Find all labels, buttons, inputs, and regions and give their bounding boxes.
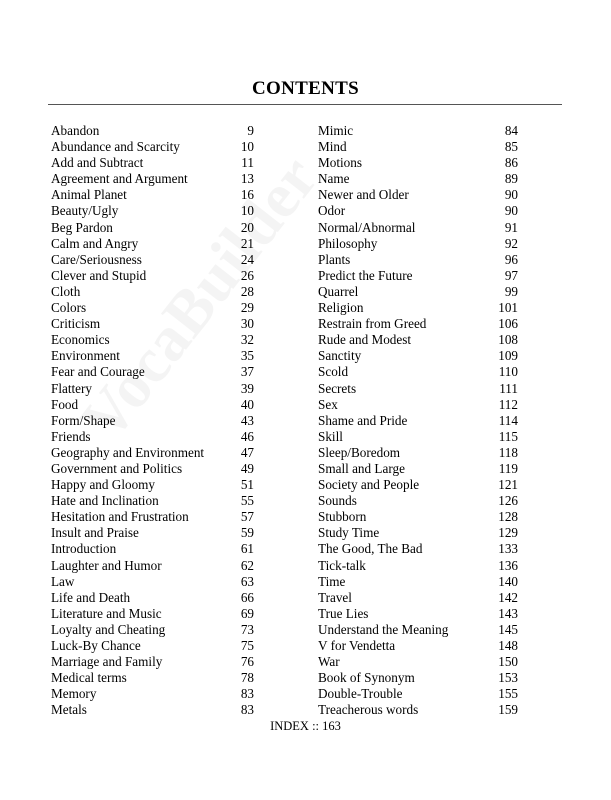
toc-entry-title: Colors bbox=[51, 300, 87, 316]
toc-entry bbox=[51, 606, 254, 622]
toc-entry-title: Treacherous words bbox=[318, 702, 419, 718]
toc-entry bbox=[51, 622, 254, 638]
toc-entry bbox=[51, 509, 254, 525]
toc-entry-page: 101 bbox=[498, 300, 518, 316]
toc-entry bbox=[51, 123, 254, 139]
toc-entry-title: Medical terms bbox=[51, 670, 127, 686]
toc-entry-title: Motions bbox=[318, 155, 362, 171]
contents-column-left bbox=[51, 123, 254, 718]
toc-entry bbox=[51, 316, 254, 332]
toc-entry-title: Friends bbox=[51, 428, 91, 444]
toc-entry bbox=[51, 574, 254, 590]
toc-entry-page: 92 bbox=[504, 235, 518, 251]
toc-entry-page: 35 bbox=[240, 348, 254, 364]
toc-entry bbox=[318, 590, 518, 606]
toc-entry-title: Society and People bbox=[318, 477, 420, 493]
toc-entry bbox=[51, 525, 254, 541]
toc-entry bbox=[51, 477, 254, 493]
toc-entry bbox=[318, 123, 518, 139]
toc-entry-title: Care/Seriousness bbox=[51, 251, 142, 267]
toc-entry-page: 69 bbox=[240, 605, 254, 621]
toc-entry bbox=[51, 139, 254, 155]
toc-entry-title: Mimic bbox=[318, 123, 354, 138]
toc-entry bbox=[318, 236, 518, 252]
toc-entry bbox=[318, 171, 518, 187]
toc-entry-page: 121 bbox=[498, 477, 518, 493]
toc-entry bbox=[318, 284, 518, 300]
toc-entry-page: 66 bbox=[240, 589, 254, 605]
toc-entry-page: 28 bbox=[240, 283, 254, 299]
toc-entry-page: 20 bbox=[240, 219, 254, 235]
toc-entry-page: 57 bbox=[240, 509, 254, 525]
toc-entry-title: Scold bbox=[318, 364, 349, 380]
toc-entry-page: 90 bbox=[504, 203, 518, 219]
toc-entry-page: 39 bbox=[240, 380, 254, 396]
toc-entry bbox=[51, 268, 254, 284]
toc-entry bbox=[318, 445, 518, 461]
toc-entry-page: 114 bbox=[498, 412, 518, 428]
toc-entry-title: Beg Pardon bbox=[51, 219, 113, 235]
toc-entry-title: Shame and Pride bbox=[318, 412, 408, 428]
toc-entry-title: Double-Trouble bbox=[318, 686, 403, 702]
toc-entry-page: 63 bbox=[240, 573, 254, 589]
toc-entry-title: Introduction bbox=[51, 541, 117, 557]
toc-entry-page: 136 bbox=[498, 557, 518, 573]
toc-entry bbox=[318, 348, 518, 364]
toc-entry-page: 97 bbox=[504, 267, 518, 283]
toc-entry bbox=[318, 364, 518, 380]
toc-entry bbox=[318, 493, 518, 509]
toc-entry bbox=[318, 203, 518, 219]
toc-entry-title: Stubborn bbox=[318, 509, 367, 525]
toc-entry-title: Mind bbox=[318, 139, 347, 155]
toc-entry bbox=[51, 590, 254, 606]
toc-entry bbox=[318, 541, 518, 557]
toc-entry-title: Clever and Stupid bbox=[51, 267, 147, 283]
toc-entry bbox=[51, 381, 254, 397]
toc-entry-title: Time bbox=[318, 573, 346, 589]
toc-entry-page: 142 bbox=[498, 589, 518, 605]
toc-entry-title: Life and Death bbox=[51, 589, 131, 605]
toc-entry-title: Geography and Environment bbox=[51, 444, 205, 460]
toc-entry-page: 111 bbox=[499, 380, 518, 396]
toc-entry-page: 78 bbox=[240, 670, 254, 686]
toc-entry-page: 91 bbox=[504, 219, 518, 235]
toc-entry bbox=[51, 220, 254, 236]
toc-entry-page: 119 bbox=[498, 460, 518, 476]
toc-entry-page: 55 bbox=[240, 493, 254, 509]
toc-entry-title: Beauty/Ugly bbox=[51, 203, 119, 219]
toc-entry-page: 109 bbox=[498, 348, 518, 364]
toc-entry-title: Restrain from Greed bbox=[318, 316, 427, 332]
toc-entry bbox=[318, 316, 518, 332]
toc-entry bbox=[51, 445, 254, 461]
toc-entry-title: Cloth bbox=[51, 283, 81, 299]
toc-entry-title: Form/Shape bbox=[51, 412, 116, 428]
toc-entry bbox=[51, 702, 254, 718]
toc-entry-page: 11 bbox=[241, 155, 254, 171]
toc-entry bbox=[318, 381, 518, 397]
toc-entry-page: 61 bbox=[240, 541, 254, 557]
toc-entry-page: 118 bbox=[498, 444, 518, 460]
toc-entry-page: 40 bbox=[240, 396, 254, 412]
toc-entry-page: 83 bbox=[240, 686, 254, 702]
toc-entry-page: 155 bbox=[498, 686, 518, 702]
toc-entry-title: Plants bbox=[318, 251, 351, 267]
toc-entry-page: 32 bbox=[240, 332, 254, 348]
toc-entry bbox=[51, 413, 254, 429]
toc-entry-page: 83 bbox=[240, 702, 254, 718]
toc-entry-title: Tick-talk bbox=[318, 557, 366, 573]
toc-entry-page: 84 bbox=[504, 123, 518, 138]
toc-entry-page: 10 bbox=[240, 139, 254, 155]
toc-entry-page: 153 bbox=[498, 670, 518, 686]
toc-entry bbox=[318, 622, 518, 638]
toc-entry-page: 140 bbox=[498, 573, 518, 589]
toc-entry-page: 108 bbox=[498, 332, 518, 348]
toc-entry-page: 43 bbox=[240, 412, 254, 428]
toc-entry-title: Government and Politics bbox=[51, 460, 183, 476]
toc-entry-page: 10 bbox=[240, 203, 254, 219]
toc-entry-title: Food bbox=[51, 396, 79, 412]
toc-entry bbox=[51, 284, 254, 300]
toc-entry bbox=[51, 670, 254, 686]
toc-entry-title: Add and Subtract bbox=[51, 155, 144, 171]
toc-entry bbox=[51, 558, 254, 574]
toc-entry-page: 145 bbox=[498, 621, 518, 637]
toc-entry bbox=[318, 461, 518, 477]
toc-entry-title: Odor bbox=[318, 203, 346, 219]
contents-column-right bbox=[318, 123, 518, 718]
toc-entry-page: 46 bbox=[240, 428, 254, 444]
toc-entry bbox=[318, 606, 518, 622]
toc-entry bbox=[318, 300, 518, 316]
toc-entry bbox=[51, 187, 254, 203]
toc-entry-page: 99 bbox=[504, 283, 518, 299]
toc-entry-page: 26 bbox=[240, 267, 254, 283]
toc-entry bbox=[318, 139, 518, 155]
toc-entry-page: 133 bbox=[498, 541, 518, 557]
toc-entry-title: Understand the Meaning bbox=[318, 621, 449, 637]
toc-entry-title: Sounds bbox=[318, 493, 357, 509]
toc-entry-page: 129 bbox=[498, 525, 518, 541]
toc-entry-page: 59 bbox=[240, 525, 254, 541]
toc-entry-page: 62 bbox=[240, 557, 254, 573]
toc-entry-title: Predict the Future bbox=[318, 267, 413, 283]
toc-entry-title: Sex bbox=[318, 396, 338, 412]
toc-entry-page: 89 bbox=[504, 171, 518, 187]
toc-entry bbox=[51, 364, 254, 380]
toc-entry bbox=[318, 509, 518, 525]
toc-entry-page: 96 bbox=[504, 251, 518, 267]
toc-entry-page: 37 bbox=[240, 364, 254, 380]
toc-entry-title: Laughter and Humor bbox=[51, 557, 162, 573]
toc-entry-page: 106 bbox=[498, 316, 518, 332]
toc-entry bbox=[51, 332, 254, 348]
toc-entry-page: 128 bbox=[498, 509, 518, 525]
toc-entry-page: 115 bbox=[498, 428, 518, 444]
toc-entry bbox=[51, 493, 254, 509]
toc-entry bbox=[51, 171, 254, 187]
toc-entry bbox=[51, 236, 254, 252]
toc-entry bbox=[51, 686, 254, 702]
toc-entry-page: 148 bbox=[498, 638, 518, 653]
toc-entry-title: Flattery bbox=[51, 380, 93, 396]
toc-entry bbox=[51, 300, 254, 316]
toc-entry-title: Travel bbox=[318, 589, 352, 605]
toc-entry-title: Metals bbox=[51, 702, 87, 718]
toc-entry bbox=[318, 187, 518, 203]
toc-entry-title: Normal/Abnormal bbox=[318, 219, 416, 235]
toc-entry-title: Hesitation and Frustration bbox=[51, 509, 189, 525]
toc-entry-title: Newer and Older bbox=[318, 187, 409, 203]
toc-entry-title: Happy and Gloomy bbox=[51, 477, 156, 493]
toc-entry-title: Name bbox=[318, 171, 350, 187]
toc-entry-title: Abandon bbox=[51, 123, 100, 138]
toc-entry bbox=[318, 155, 518, 171]
toc-entry-title: Environment bbox=[51, 348, 120, 364]
toc-entry-page: 49 bbox=[240, 460, 254, 476]
toc-entry-page: 29 bbox=[240, 300, 254, 316]
toc-entry-title: Memory bbox=[51, 686, 97, 702]
toc-entry-page: 21 bbox=[240, 235, 254, 251]
toc-entry bbox=[318, 252, 518, 268]
toc-entry bbox=[51, 638, 254, 654]
toc-entry bbox=[51, 155, 254, 171]
toc-entry-page: 73 bbox=[240, 621, 254, 637]
toc-entry-title: The Good, The Bad bbox=[318, 541, 423, 557]
toc-entry-page: 47 bbox=[240, 444, 254, 460]
toc-entry-page: 110 bbox=[498, 364, 518, 380]
toc-entry-page: 76 bbox=[240, 654, 254, 670]
toc-entry-page: 126 bbox=[498, 493, 518, 509]
toc-entry-page: 13 bbox=[240, 171, 254, 187]
toc-entry bbox=[318, 686, 518, 702]
toc-entry bbox=[51, 429, 254, 445]
title-divider bbox=[48, 104, 562, 105]
toc-entry-page: 75 bbox=[240, 638, 254, 653]
toc-entry bbox=[51, 397, 254, 413]
toc-entry-title: Religion bbox=[318, 300, 364, 316]
toc-entry-page: 90 bbox=[504, 187, 518, 203]
toc-entry-page: 143 bbox=[498, 605, 518, 621]
toc-entry-title: War bbox=[318, 654, 340, 670]
toc-entry bbox=[318, 558, 518, 574]
toc-entry-title: Study Time bbox=[318, 525, 380, 541]
toc-entry bbox=[51, 541, 254, 557]
toc-entry-page: 24 bbox=[240, 251, 254, 267]
toc-entry-title: Book of Synonym bbox=[318, 670, 415, 686]
toc-entry-title: Sleep/Boredom bbox=[318, 444, 401, 460]
toc-entry-page: 9 bbox=[247, 123, 254, 138]
toc-entry-title: Quarrel bbox=[318, 283, 359, 299]
toc-entry-title: Skill bbox=[318, 428, 343, 444]
toc-entry bbox=[51, 654, 254, 670]
toc-entry-title: Animal Planet bbox=[51, 187, 127, 203]
toc-entry-title: Insult and Praise bbox=[51, 525, 139, 541]
toc-entry-title: V for Vendetta bbox=[318, 638, 396, 653]
toc-entry bbox=[318, 332, 518, 348]
toc-entry-page: 51 bbox=[240, 477, 254, 493]
toc-entry bbox=[318, 670, 518, 686]
toc-entry-title: Abundance and Scarcity bbox=[51, 139, 180, 155]
toc-entry-title: Philosophy bbox=[318, 235, 378, 251]
toc-entry-page: 159 bbox=[498, 702, 518, 718]
toc-entry-title: Sanctity bbox=[318, 348, 362, 364]
toc-entry bbox=[318, 429, 518, 445]
toc-entry bbox=[318, 413, 518, 429]
toc-entry bbox=[51, 203, 254, 219]
page-title: CONTENTS bbox=[252, 78, 359, 99]
toc-entry-page: 150 bbox=[498, 654, 518, 670]
toc-entry bbox=[318, 638, 518, 654]
toc-entry-title: True Lies bbox=[318, 605, 369, 621]
toc-entry-title: Economics bbox=[51, 332, 110, 348]
toc-entry-title: Luck-By Chance bbox=[51, 638, 141, 653]
toc-entry bbox=[318, 702, 518, 718]
toc-entry-title: Law bbox=[51, 573, 75, 589]
toc-entry bbox=[318, 220, 518, 236]
toc-entry bbox=[51, 252, 254, 268]
toc-entry-title: Literature and Music bbox=[51, 605, 162, 621]
toc-entry bbox=[318, 477, 518, 493]
toc-entry-page: 86 bbox=[504, 155, 518, 171]
toc-entry bbox=[318, 654, 518, 670]
toc-entry-title: Rude and Modest bbox=[318, 332, 412, 348]
toc-entry-title: Marriage and Family bbox=[51, 654, 163, 670]
index-footer: INDEX :: 163 bbox=[270, 719, 341, 733]
toc-entry bbox=[318, 525, 518, 541]
toc-entry-title: Small and Large bbox=[318, 460, 405, 476]
toc-entry-title: Fear and Courage bbox=[51, 364, 145, 380]
toc-entry-title: Agreement and Argument bbox=[51, 171, 188, 187]
toc-entry-page: 85 bbox=[504, 139, 518, 155]
toc-entry bbox=[318, 397, 518, 413]
toc-entry-title: Secrets bbox=[318, 380, 357, 396]
toc-entry bbox=[318, 268, 518, 284]
toc-entry-title: Hate and Inclination bbox=[51, 493, 159, 509]
toc-entry-title: Criticism bbox=[51, 316, 101, 332]
toc-entry-page: 112 bbox=[498, 396, 518, 412]
toc-entry-title: Calm and Angry bbox=[51, 235, 139, 251]
toc-entry-page: 30 bbox=[240, 316, 254, 332]
toc-entry bbox=[51, 461, 254, 477]
toc-entry-page: 16 bbox=[240, 187, 254, 203]
toc-entry bbox=[318, 574, 518, 590]
toc-entry bbox=[51, 348, 254, 364]
toc-entry-title: Loyalty and Cheating bbox=[51, 621, 166, 637]
